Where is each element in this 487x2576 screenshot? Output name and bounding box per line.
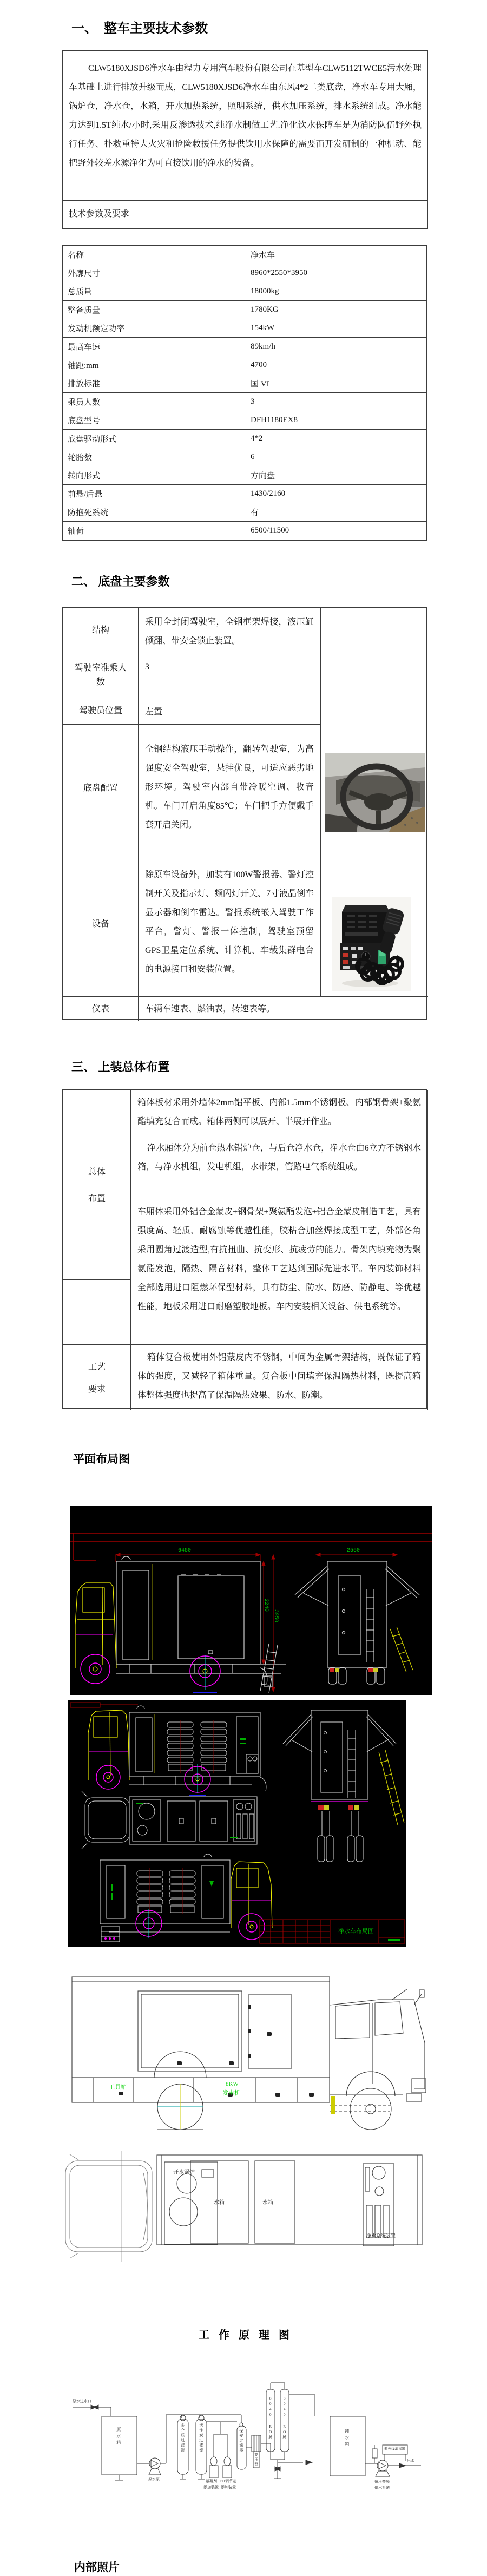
chassis-photo-cell: [321, 608, 428, 997]
cad-plan-drawing-2: [68, 1700, 406, 1947]
dosing2-label-line1: PH调节剂: [220, 2479, 236, 2483]
param-value-cell: 6500/11500: [246, 522, 427, 541]
cad-white-side-view: [68, 1973, 430, 2130]
cad-multi-view-graphic: [68, 1700, 406, 1947]
outlet-label: 出水: [407, 2459, 414, 2463]
param-value-cell: 1430/2160: [246, 485, 427, 503]
vehicle-params-table: [62, 245, 427, 541]
param-label-cell: 发动机额定功率: [63, 319, 246, 338]
dosing2-label-line2: 添加装置: [221, 2485, 236, 2489]
layout-empty-label-cell: [63, 1280, 131, 1345]
param-value-cell: 国 VI: [246, 374, 427, 393]
param-label-cell: 最高车速: [63, 338, 246, 356]
supply-label-line2: 供水系统: [374, 2486, 390, 2490]
chassis-row-content: 车辆车速表、燃油表，转速表等。: [145, 1004, 275, 1014]
param-label-cell: 排放标准: [63, 374, 246, 393]
table-row: [63, 448, 426, 466]
table-row: [63, 411, 426, 430]
cad-title-block-label: 净水车布局图: [338, 1928, 374, 1935]
table-row: [63, 282, 426, 301]
param-value-cell: 方向盘: [246, 466, 427, 485]
purify-unit-label: 净水系统装置: [366, 2233, 396, 2238]
truck-side-line-drawing: [68, 1973, 430, 2130]
dosing1-label-line1: 絮凝剂: [206, 2479, 217, 2483]
cad-side-rear-view-graphic: [70, 1506, 432, 1695]
body-layout-table: [62, 1089, 427, 1409]
truck-top-line-drawing: [62, 2151, 427, 2262]
chassis-row-content: 采用全封闭驾驶室，全钢框架焊接，液压缸倾翻、带安全锁止装置。: [139, 608, 321, 653]
dim-width-label: 2550: [347, 1548, 360, 1554]
layout-label-cell: [63, 1090, 131, 1280]
uv-sterilizer-label: 紫外线消毒器: [384, 2447, 405, 2451]
inlet-label: 原水进水口: [73, 2399, 91, 2403]
chassis-row-label: 驾驶室准乘人数: [63, 653, 139, 698]
ro-membrane-label-1b: RO膜: [268, 2424, 273, 2440]
table-row: [63, 374, 426, 393]
param-label-cell: 轴距:mm: [63, 356, 246, 374]
plan-layout-heading: 平面布局图: [73, 1453, 130, 1466]
param-label-cell: 外廓尺寸: [63, 264, 246, 282]
table-row: [63, 522, 426, 541]
param-value-cell: 154kW: [246, 319, 427, 338]
siren-control-photo: [332, 897, 411, 991]
siren-control-photo-graphic: [332, 897, 411, 991]
param-label-cell: 总质量: [63, 282, 246, 301]
intro-table: [62, 50, 428, 229]
param-label-cell: 整备质量: [63, 301, 246, 319]
media-filter-label: 多介质过滤器: [180, 2423, 185, 2453]
generator-label-line2: 发电机: [222, 2090, 240, 2097]
craft-label-cell: [63, 1345, 131, 1410]
param-value-cell: 有: [246, 503, 427, 522]
vehicle-params-body: [63, 245, 426, 540]
chassis-row-label: 设备: [63, 852, 139, 997]
param-value-cell: DFH1180EX8: [246, 411, 427, 430]
param-label-cell: 轴荷: [63, 522, 246, 541]
toolbox-label: 工具箱: [109, 2084, 127, 2091]
ro-membrane-label-2: 8040: [282, 2396, 287, 2418]
layout-label-line: 布置: [88, 1194, 106, 1204]
param-label-cell: 底盘型号: [63, 411, 246, 430]
pure-tank-label: 纯水箱: [344, 2429, 350, 2448]
process-flow-graphic: [70, 2370, 427, 2498]
hp-pump-label: 高压泵: [254, 2453, 259, 2467]
param-label-cell: 底盘驱动形式: [63, 430, 246, 448]
param-value-cell: 89km/h: [246, 338, 427, 356]
generator-label-line1: 8KW: [226, 2081, 239, 2087]
layout-paragraph: 净水厢体分为前仓热水锅炉仓，与后仓净水仓，净水仓由6立方不锈钢水箱，与净水机组，发电机组，水带架，管路电气系统组成。: [137, 1144, 421, 1172]
layout-paragraph: 车厢体采用外铝合金蒙皮+钢骨架+聚氨酯发泡+铝合金蒙皮制造工艺，具有强度高、轻质、耐腐蚀等优越性能，胶粘合加丝焊接成型工艺，外部各角采用圆角过渡造型,有抗扭曲、抗变形、抗疲劳的能力。骨架内填充物为聚氨酯发泡，隔热、隔音材料，整体工艺达到国际先进水平。车内装饰材料全部选用进口阻燃环保型材料，具有防尘、防水、防磨、防静电、等优越性能，地板采用进口耐磨塑胶地板。车内安装相关设备、供电系统等。: [137, 1207, 421, 1311]
param-value-cell: 3: [246, 393, 427, 411]
dim-length-label: 6450: [178, 1548, 192, 1554]
water-tank-label: 水箱: [214, 2200, 225, 2206]
working-principle-diagram: [70, 2370, 427, 2498]
param-label-cell: 防抱死系统: [63, 503, 246, 522]
ro-membrane-label-2b: RO膜: [282, 2424, 287, 2440]
craft-label-line: 要求: [88, 1385, 106, 1394]
working-principle-heading: 工 作 原 理 图: [199, 2329, 293, 2341]
param-label-cell: 名称: [63, 245, 246, 264]
chassis-row-label: 驾驶员位置: [63, 698, 139, 725]
dim-box-height-label: 2240: [263, 1599, 269, 1612]
table-row: [63, 430, 426, 448]
param-label-cell: 前悬/后悬: [63, 485, 246, 503]
table-row: [63, 356, 426, 374]
table-row: [63, 393, 426, 411]
dim-total-height-label: 3950: [273, 1609, 279, 1623]
section-3-heading: 三、 上装总体布置: [71, 1060, 170, 1074]
supply-label-line1: 恒压变频: [374, 2480, 390, 2484]
chassis-row-content: 左置: [139, 698, 321, 725]
interior-photos-heading: 内部照片: [74, 2561, 120, 2574]
param-value-cell: 6: [246, 448, 427, 466]
param-label-cell: 转向形式: [63, 466, 246, 485]
param-value-cell: 8960*2550*3950: [246, 264, 427, 282]
cab-interior-photo: [325, 753, 425, 832]
param-value-cell: 18000kg: [246, 282, 427, 301]
chassis-row-label: 结构: [63, 608, 139, 653]
craft-content-cell: 箱体复合板使用外铝蒙皮内不锈钢，中间为金属骨架结构，既保证了箱体的强度，又减轻了箱体重量。复合板中间填充保温隔热材料，既提高箱体整体强度也提高了保温隔热效果、防水、防潮。: [131, 1345, 428, 1410]
tech-requirements-label: 技术参数及要求: [69, 209, 130, 219]
table-row: [63, 503, 426, 522]
chassis-table: [62, 607, 427, 1020]
water-tank-label: 水箱: [262, 2200, 273, 2206]
boiler-compartment-label: 开水锅炉: [173, 2170, 195, 2176]
dosing1-label-line2: 添加装置: [203, 2485, 219, 2489]
table-row: [63, 319, 426, 338]
param-label-cell: 轮胎数: [63, 448, 246, 466]
param-label-cell: 乘员人数: [63, 393, 246, 411]
raw-tank-label: 原水箱: [116, 2427, 121, 2447]
chassis-row-content: 全钢结构液压手动操作，翻转驾驶室，为高强度安全驾驶室，悬挂优良，可适应恶劣地形环境。驾驶室内部自带冷暖空调、收音机。车门开启角度85℃；车门把手方便戴手套开启关闭。: [139, 725, 321, 852]
table-row: [63, 485, 426, 503]
craft-label-line: 工艺: [88, 1363, 106, 1372]
param-value-cell: 4700: [246, 356, 427, 374]
cad-white-top-view: [62, 2151, 427, 2262]
param-value-cell: 4*2: [246, 430, 427, 448]
layout-content-cell: 箱体板材采用外墙体2mm铝平板、内部1.5mm不锈钢板、内部钢骨架+聚氨酯填充复合而成。箱体两侧可以展开、半展开作业。: [131, 1090, 428, 1135]
chassis-row-label: 底盘配置: [63, 725, 139, 852]
layout-content-cell: [131, 1135, 428, 1345]
security-filter-label: 保安过滤器: [239, 2429, 244, 2453]
param-value-cell: 1780KG: [246, 301, 427, 319]
carbon-filter-label: 活性炭过滤器: [199, 2423, 203, 2453]
ro-membrane-label-1: 8040: [268, 2396, 273, 2418]
section-2-heading: 二、 底盘主要参数: [71, 575, 170, 588]
table-row: [63, 338, 426, 356]
table-row: [63, 466, 426, 485]
chassis-row-content: 除原车设备外，加装有100W警报器、警灯控制开关及指示灯、频闪灯开关、7寸液晶倒车显示器和倒车雷达。警报系统嵌入驾驶工作平台，警灯、警报一体控制，驾驶室预留GPS卫星定位系统、计算机、车载集群电台的电源接口和安装位置。: [139, 852, 321, 997]
layout-label-line: 总体: [88, 1168, 106, 1177]
param-value-cell: 净水车: [246, 245, 427, 264]
chassis-row-label: 仪表: [63, 997, 139, 1021]
chassis-row-content: 3: [139, 653, 321, 698]
cad-plan-drawing-1: [70, 1506, 432, 1695]
table-row: [63, 264, 426, 282]
table-row: [63, 245, 426, 264]
raw-pump-label: 原水泵: [148, 2477, 160, 2481]
section-1-heading: 一、 整车主要技术参数: [71, 22, 208, 36]
steering-wheel-photo-graphic: [325, 753, 425, 832]
table-row: [63, 301, 426, 319]
intro-paragraph: CLW5180XJSD6净水车由程力专用汽车股份有限公司在基型车CLW5112TWCE5污水处理车基础上进行排放升级而成，CLW5180XJSD6净水车由东风4*2二类底盘，净水车专用大厢，锅炉仓，净水仓，水箱，开水加热系统，照明系统，供水加压系统，排水系统组成。净水能力达到1.5T纯水/小时,采用反渗透技术,纯净水制做工艺.净化饮水保障车是为消防队伍野外执行任务、扑救重特大火灾和抢险救援任务提供饮用水保障的需要而开发研制的一种机动、能把野外较差水源净化为可直接饮用的净水的装备。: [63, 51, 427, 201]
